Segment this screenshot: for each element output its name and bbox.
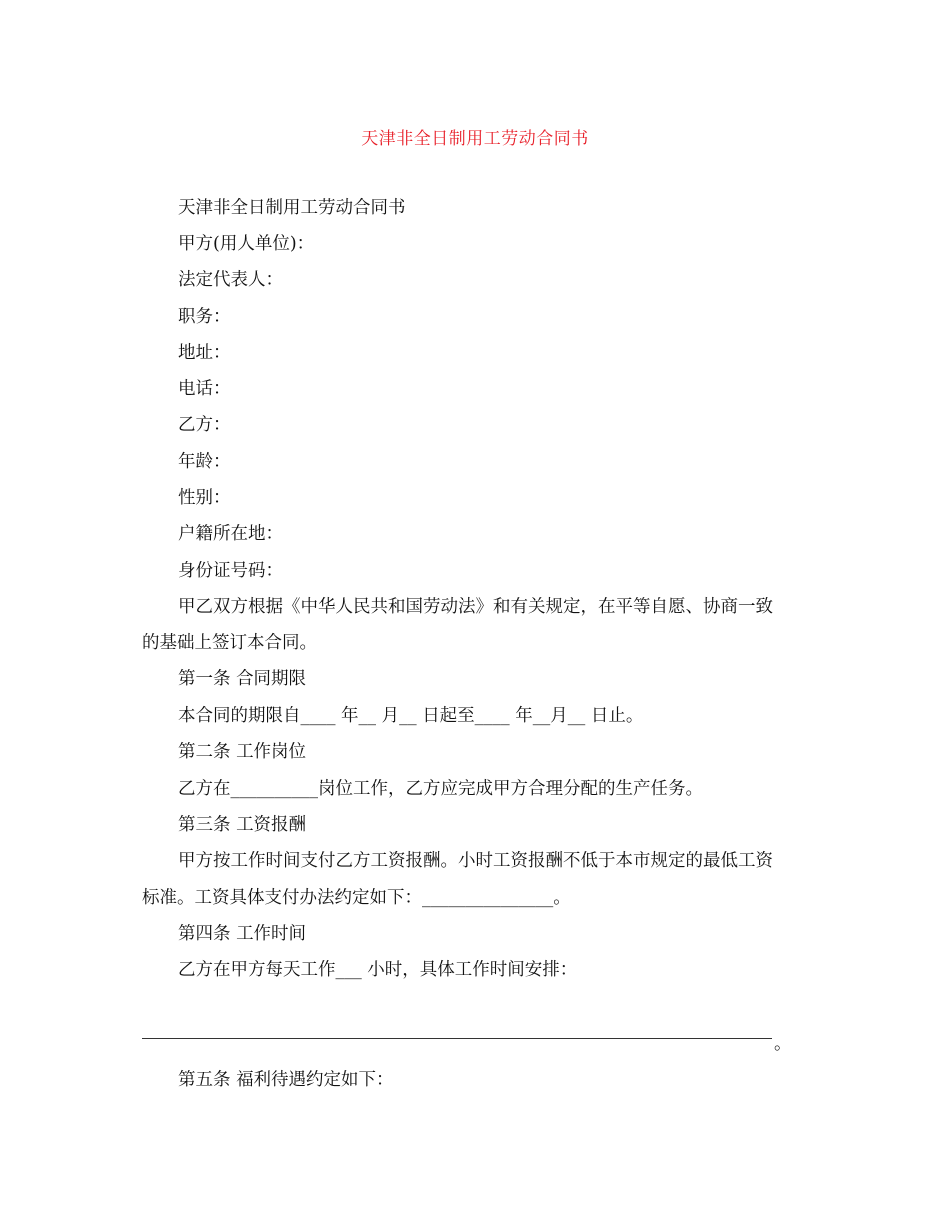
age-label: 年龄： xyxy=(178,452,231,472)
preamble-line-1: 甲乙双方根据《中华人民共和国劳动法》和有关规定，在平等自愿、协商一致 xyxy=(178,597,773,617)
article-2-text: 乙方在__________岗位工作，乙方应完成甲方合理分配的生产任务。 xyxy=(178,779,703,799)
article-5-heading: 第五条 福利待遇约定如下： xyxy=(178,1070,394,1090)
doc-heading: 天津非全日制用工劳动合同书 xyxy=(178,198,406,218)
document-title: 天津非全日制用工劳动合同书 xyxy=(361,129,589,149)
preamble-line-2: 的基础上签订本合同。 xyxy=(142,633,317,653)
household-label: 户籍所在地： xyxy=(178,524,283,544)
blank-fill-line-end: 。 xyxy=(774,1034,792,1054)
gender-label: 性别： xyxy=(178,488,231,508)
legal-rep-label: 法定代表人： xyxy=(178,270,283,290)
article-1-heading: 第一条 合同期限 xyxy=(178,669,307,689)
article-4-text: 乙方在甲方每天工作___ 小时，具体工作时间安排： xyxy=(178,960,578,980)
party-a-label: 甲方(用人单位)： xyxy=(178,234,315,254)
article-2-heading: 第二条 工作岗位 xyxy=(178,742,307,762)
blank-fill-line xyxy=(142,1038,772,1039)
article-1-text: 本合同的期限自____ 年__ 月__ 日起至____ 年__月__ 日止。 xyxy=(178,706,644,726)
position-label: 职务： xyxy=(178,307,231,327)
article-4-heading: 第四条 工作时间 xyxy=(178,924,307,944)
article-3-text-1: 甲方按工作时间支付乙方工资报酬。小时工资报酬不低于本市规定的最低工资 xyxy=(178,851,773,871)
id-number-label: 身份证号码： xyxy=(178,561,283,581)
article-3-text-2: 标准。工资具体支付办法约定如下：_______________。 xyxy=(142,888,571,908)
party-b-label: 乙方： xyxy=(178,415,231,435)
article-3-heading: 第三条 工资报酬 xyxy=(178,815,307,835)
address-label: 地址： xyxy=(178,343,231,363)
phone-label: 电话： xyxy=(178,379,231,399)
